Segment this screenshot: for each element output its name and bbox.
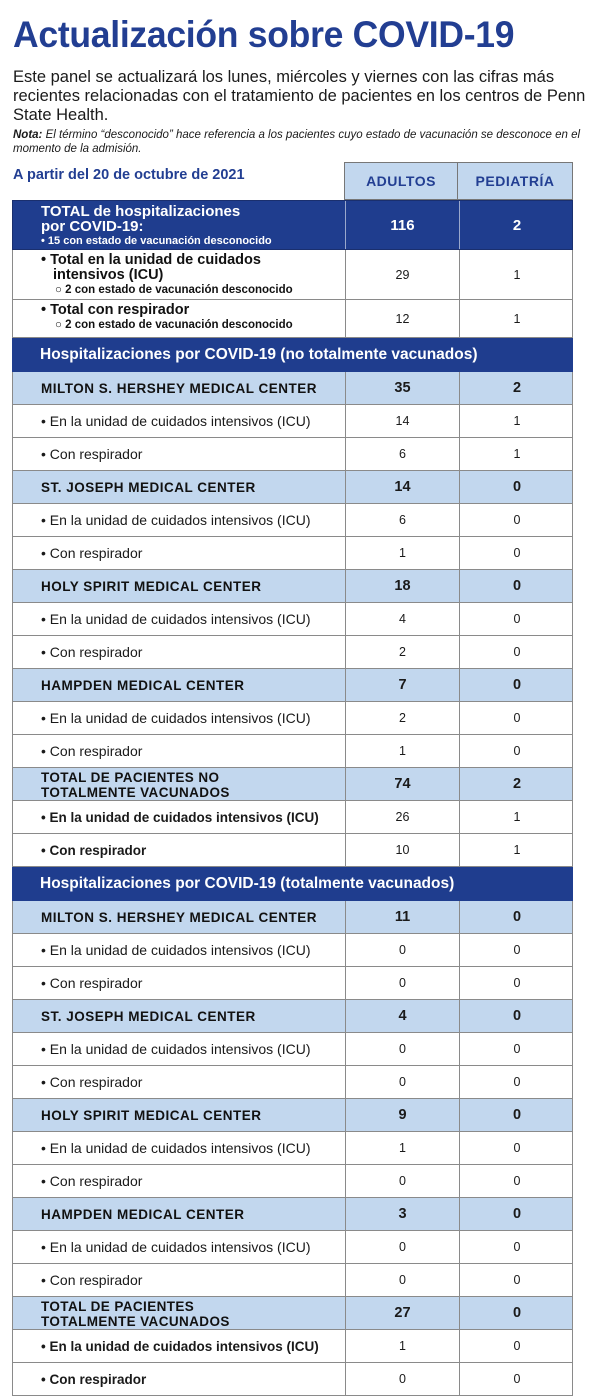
section-total-icu-adults: 26 [345,801,459,833]
section-total-label [13,768,345,800]
icu-pediatric-value: 0 [459,702,574,734]
ventilator-adults-value: 0 [345,1165,459,1197]
total-ventilator-row [12,300,573,338]
total-icu-unknown-note [41,284,345,296]
ventilator-label: • Con respirador [41,545,143,561]
ventilator-pediatric-value: 0 [459,537,574,569]
hospital-pediatric-value: 0 [459,471,574,503]
section-title-vaccinated [12,867,573,901]
section-total-row [12,1297,573,1330]
section-total-adults-value: 27 [345,1297,459,1329]
icu-adults-value: 6 [345,504,459,536]
section-total-icu-row [12,1330,573,1363]
total-vent-unknown-text: 2 con estado de vacunación desconocido [65,319,293,331]
icu-adults-value: 1 [345,1132,459,1164]
icu-pediatric-value: 0 [459,1033,574,1065]
hospital-adults-value: 18 [345,570,459,602]
ventilator-row [12,967,573,1000]
icu-adults-value: 14 [345,405,459,437]
icu-label: • En la unidad de cuidados intensivos (ICU) [41,1041,311,1057]
hospital-pediatric-value: 2 [459,372,574,404]
section-total-label [13,1297,345,1329]
total-icu-row [12,250,573,300]
total-adults-value: 116 [345,201,459,249]
hospital-pediatric-value: 0 [459,1099,574,1131]
icu-pediatric-value: 0 [459,603,574,635]
total-hospitalizations-row [12,200,573,250]
section-total-icu-pediatric: 1 [459,801,574,833]
ventilator-adults-value: 2 [345,636,459,668]
ventilator-label: • Con respirador [41,1173,143,1189]
section-total-ventilator-adults: 10 [345,834,459,866]
total-icu-unknown-text: 2 con estado de vacunación desconocido [65,284,293,296]
section-total-adults-value: 74 [345,768,459,800]
ventilator-pediatric-value: 0 [459,735,574,767]
hospital-row [12,669,573,702]
hospital-adults-value: 35 [345,372,459,404]
hospital-pediatric-value: 0 [459,570,574,602]
hospital-pediatric-value: 0 [459,1000,574,1032]
total-ventilator-label [13,300,345,337]
hospital-pediatric-value: 0 [459,901,574,933]
total-icu-line1 [41,253,345,268]
section-total-ventilator-pediatric: 1 [459,834,574,866]
total-line2: por COVID-19: [41,218,144,235]
table-header [12,162,573,200]
page-title: Actualización sobre COVID-19 [13,14,515,55]
section-total-row [12,768,573,801]
icu-pediatric-value: 0 [459,1231,574,1263]
section-total-ventilator-row [12,834,573,867]
ventilator-row [12,438,573,471]
total-vent-line1 [41,303,345,318]
total-vent-line1-text: Total con respirador [50,302,190,318]
section-total-icu-label: • En la unidad de cuidados intensivos (ICU) [41,1338,319,1354]
ventilator-row [12,735,573,768]
icu-adults-value: 0 [345,1033,459,1065]
icu-label: • En la unidad de cuidados intensivos (ICU) [41,1140,311,1156]
column-header-pediatric: PEDIATRÍA [458,162,573,200]
ventilator-pediatric-value: 0 [459,636,574,668]
icu-row [12,1231,573,1264]
section-total-line1: TOTAL DE PACIENTES NO [41,770,220,785]
ventilator-row [12,1066,573,1099]
ventilator-row [12,636,573,669]
total-vent-unknown-note [41,319,345,331]
hospital-adults-value: 11 [345,901,459,933]
ventilator-adults-value: 0 [345,1264,459,1296]
section-total-ventilator-label: • Con respirador [41,1371,147,1387]
icu-label: • En la unidad de cuidados intensivos (ICU) [41,512,311,528]
total-ventilator-adults-value: 12 [345,300,459,337]
total-unknown-note [41,235,345,247]
ventilator-label: • Con respirador [41,975,143,991]
section-total-icu-label: • En la unidad de cuidados intensivos (ICU) [41,809,319,825]
icu-row [12,1132,573,1165]
ventilator-pediatric-value: 1 [459,438,574,470]
hospital-name: MILTON S. HERSHEY MEDICAL CENTER [41,380,318,396]
hospital-name: MILTON S. HERSHEY MEDICAL CENTER [41,909,318,925]
hospital-adults-value: 7 [345,669,459,701]
hospital-row [12,901,573,934]
icu-row [12,1033,573,1066]
total-icu-line1-text: Total en la unidad de cuidados [50,252,261,268]
ventilator-row [12,537,573,570]
total-hospitalizations-label [13,201,345,249]
icu-row [12,603,573,636]
note-body: El término “desconocido” hace referencia a los pacientes cuyo estado de vacunación se desconoce en el momento de la admisión. [13,129,581,155]
hospital-row [12,1000,573,1033]
hospital-adults-value: 14 [345,471,459,503]
hospital-row [12,570,573,603]
intro-text: Este panel se actualizará los lunes, miércoles y viernes con las cifras más recientes relacionadas con el tratamiento de pacientes en los centros de Penn State Health. [13,68,586,124]
section-total-ventilator-pediatric: 0 [459,1363,574,1395]
icu-pediatric-value: 0 [459,504,574,536]
hospital-row [12,372,573,405]
total-icu-pediatric-value: 1 [459,250,574,299]
total-unknown-text: 15 con estado de vacunación desconocido [47,235,272,247]
hospital-row [12,1099,573,1132]
hospital-row [12,1198,573,1231]
ventilator-pediatric-value: 0 [459,1264,574,1296]
icu-adults-value: 0 [345,1231,459,1263]
icu-label: • En la unidad de cuidados intensivos (ICU) [41,710,311,726]
icu-row [12,405,573,438]
total-icu-line2: intensivos (ICU) [53,267,164,283]
ventilator-label: • Con respirador [41,1074,143,1090]
section-total-line2: TOTALMENTE VACUNADOS [41,1314,230,1329]
ventilator-label: • Con respirador [41,644,143,660]
hospital-name: HOLY SPIRIT MEDICAL CENTER [41,1107,262,1123]
hospital-name: HAMPDEN MEDICAL CENTER [41,1206,245,1222]
ventilator-adults-value: 1 [345,537,459,569]
section-total-ventilator-row [12,1363,573,1396]
icu-row [12,702,573,735]
note-text [13,128,588,156]
icu-adults-value: 2 [345,702,459,734]
section-title-text: Hospitalizaciones por COVID-19 (no totalmente vacunados) [40,346,478,363]
hospital-row [12,471,573,504]
icu-label: • En la unidad de cuidados intensivos (ICU) [41,942,311,958]
ventilator-adults-value: 0 [345,967,459,999]
total-line1: TOTAL de hospitalizaciones [41,203,241,220]
icu-pediatric-value: 0 [459,934,574,966]
section-total-icu-adults: 1 [345,1330,459,1362]
section-total-icu-pediatric: 0 [459,1330,574,1362]
ventilator-pediatric-value: 0 [459,967,574,999]
total-icu-label [13,250,345,299]
section-title-text: Hospitalizaciones por COVID-19 (totalmente vacunados) [40,875,455,892]
icu-pediatric-value: 0 [459,1132,574,1164]
ventilator-label: • Con respirador [41,1272,143,1288]
hospital-pediatric-value: 0 [459,669,574,701]
ventilator-pediatric-value: 0 [459,1066,574,1098]
hospital-pediatric-value: 0 [459,1198,574,1230]
icu-label: • En la unidad de cuidados intensivos (ICU) [41,413,311,429]
section-total-ventilator-adults: 0 [345,1363,459,1395]
ventilator-row [12,1264,573,1297]
total-icu-adults-value: 29 [345,250,459,299]
section-total-pediatric-value: 0 [459,1297,574,1329]
note-label: Nota: [13,129,43,141]
icu-label: • En la unidad de cuidados intensivos (ICU) [41,1239,311,1255]
ventilator-pediatric-value: 0 [459,1165,574,1197]
icu-row [12,934,573,967]
hospital-adults-value: 4 [345,1000,459,1032]
hospital-name: ST. JOSEPH MEDICAL CENTER [41,479,256,495]
icu-pediatric-value: 1 [459,405,574,437]
section-total-icu-row [12,801,573,834]
hospital-name: HAMPDEN MEDICAL CENTER [41,677,245,693]
hospital-adults-value: 9 [345,1099,459,1131]
ventilator-adults-value: 0 [345,1066,459,1098]
ventilator-row [12,1165,573,1198]
hospital-name: HOLY SPIRIT MEDICAL CENTER [41,578,262,594]
hospital-name: ST. JOSEPH MEDICAL CENTER [41,1008,256,1024]
section-total-line2: TOTALMENTE VACUNADOS [41,785,230,800]
icu-label: • En la unidad de cuidados intensivos (ICU) [41,611,311,627]
total-ventilator-pediatric-value: 1 [459,300,574,337]
section-total-ventilator-label: • Con respirador [41,842,147,858]
hospital-adults-value: 3 [345,1198,459,1230]
ventilator-label: • Con respirador [41,743,143,759]
ventilator-adults-value: 1 [345,735,459,767]
icu-adults-value: 0 [345,934,459,966]
ventilator-label: • Con respirador [41,446,143,462]
ventilator-adults-value: 6 [345,438,459,470]
section-title-unvaccinated [12,338,573,372]
section-total-pediatric-value: 2 [459,768,574,800]
icu-row [12,504,573,537]
column-header-adults: ADULTOS [344,162,458,200]
total-pediatric-value: 2 [459,201,574,249]
section-total-line1: TOTAL DE PACIENTES [41,1299,195,1314]
icu-adults-value: 4 [345,603,459,635]
as-of-date: A partir del 20 de octubre de 2021 [13,167,245,183]
